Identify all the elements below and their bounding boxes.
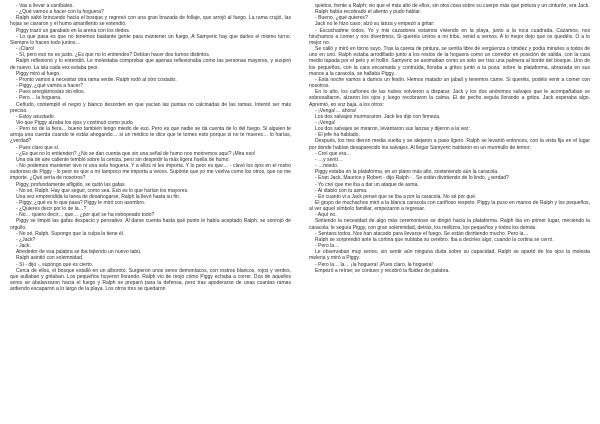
paragraph: Piggy, profundamente afligido, se quitó las gafas. — [16, 181, 126, 188]
paragraph: Le observaban muy serios, sin sentir aún ninguna duda sobre su capacidad. Ralph se apartó de los ojos la molesta melena y miró a Piggy. — [309, 249, 590, 262]
paragraph: - ¿Jack? — [16, 236, 36, 243]
paragraph: - Sentaos todos. Nos han atacado para llevarse el fuego. Se están divirtiendo mucho. Pero la… — [315, 230, 529, 237]
paragraph: Se calló y miró en torno suyo. Tras la careta de pintura, se sentía libre de vergüenza o timidez y podía mirarles a todos de uno en uno. Ralph estaba arrodillado junto a los restos de la hoguera como un corredor en posición de salida, con la cara medio tapada por el pelo y el hollín. Samyeric se asomaban como un solo ser tras una palmera al borde del bosque. Uno de los pequeños, con la cara encarnada y contraída, lloraba a gritos junto a la poza; sobre la plataforma, abrazada en sus manos a la caracola, se hallaba Piggy. — [309, 46, 590, 77]
right-text-column — [309, 3, 590, 424]
left-text-column — [10, 3, 291, 424]
paragraph: El grupo de muchachos miró a la blanca caracola con cariñoso respeto. Piggy la puso en manos de Ralph y los pequeños, al ver aquel símbolo familiar, empezaron a regresar. — [309, 200, 590, 213]
paragraph: - Piggy, ¿qué vamos a hacer? — [16, 83, 83, 90]
paragraph: Ralph reflexionó y lo entendió. Le molestaba comprobar que apenas reflexionaba como las personas mayores, y suspiró de nuevo. La isla cada vez estaba peor. — [10, 58, 291, 71]
paragraph: Los dos salvajes se miraron, levantaron sus lanzas y dijeron a la vez: — [315, 126, 470, 133]
paragraph: - Creí que era… — [315, 150, 352, 157]
paragraph: Vio que Piggy alzaba los ojos y continuó como pudo. — [16, 119, 135, 126]
paragraph: Jack no le hizo caso; alzó su lanza y empezó a gritar: — [315, 21, 435, 28]
paragraph: quietos, frente a Ralph; vio que el más alto de ellos, sin otra cosa sobre su cuerpo más que pintura y un cinturón, era Jack. — [315, 3, 590, 9]
paragraph: Los dos salvajes murmuraron. Jack les dijo con firmeza. — [315, 113, 441, 120]
paragraph: Piggy trazó un garabato en la arena con los dedos. — [16, 27, 131, 34]
paragraph: - No sé, Ralph. Supongo que la culpa la tiene él. — [16, 230, 125, 237]
paragraph: Ralph se sorprendió ante la cortina que nublaba su cerebro. Iba a decirles algo, cuando la cortina se cerró. — [315, 236, 554, 243]
paragraph: - Pues arreglárnoslas sin ellos. — [16, 89, 86, 96]
paragraph: - El jefe ha hablado. — [315, 132, 360, 139]
paragraph: - No… quiero decir… que… ¿por qué se ha estropeado todo? — [16, 212, 155, 219]
paragraph: - ¿Quieres decir por lo de la…? — [16, 206, 87, 213]
paragraph: - …y sentí… — [315, 156, 344, 163]
paragraph: Piggy miró al fuego. — [16, 70, 61, 77]
paragraph: Piggy estaba en la plataforma, en un plano más alto, sosteniendo aún la caracola. — [315, 169, 499, 176]
paragraph: - Pues claro que sí. — [16, 144, 60, 151]
paragraph: Después, los tres dieron media vuelta y se alejaron a paso ligero. Ralph se levantó entonces, con la vista fija en el lugar por donde habían desaparecido los salvajes. Al llegar Samyeric hablaron en un murmullo de temor: — [309, 138, 590, 151]
paragraph: - Eran Jack, Maurice y Robert - dijo Ralph - . Se están divirtiendo de lo lindo, ¿verdad? — [315, 175, 509, 182]
paragraph: - No podemos mantener vivo ni una sola hoguera. Y a ellos ni les importa. Y lo peor es que… - clavó los ojos en el rostro sudoroso de Piggy - lo peor es que a mí tampoco me importa a veces. Supónte que yo me vuelva como los otros, que no me importe. ¿Qué sería de nosotros? — [10, 163, 291, 182]
paragraph: - Jack. — [16, 243, 31, 250]
paragraph: - Sí, pero eso no es justo. ¿Es que no lo entiendes? Debían hacer dos turnos distintos. — [16, 52, 211, 59]
paragraph: - Yo creí que me iba a dar un ataque de asma. — [315, 181, 419, 188]
paragraph: Una vez emprendida la tarea de desahogarse, Ralph la llevó hasta su fin. — [16, 193, 181, 200]
paragraph: - Al diablo con tu asma. — [315, 187, 368, 194]
paragraph: Sintiendo la necesidad de algo más ceremonioso se dirigió hacia la plataforma. Ralph iba en primer lugar, meciendo la caracola; le seguía Piggy, con gran solemnidad, detrás, los mellizos, los pequeños y todos los demás. — [309, 218, 590, 231]
paragraph: - Pero… la hoguera. — [16, 95, 62, 102]
paragraph: Ralph asintió con solemnidad. — [16, 255, 84, 262]
paragraph: - Escuchadme todos. Yo y mis cazadores estamos viviendo en la playa, junto a la roca cuadrada. Cazamos, nos hinchamos a comer y nos divertimos. Si queréis uniros a mi tribu, venid a vernos. A lo mejor dejo que os quedéis. O a lo mejor no. — [309, 27, 590, 46]
paragraph: Piggy se limpió las gafas despacio y pensativo. Al darse cuenta hasta qué punto le había aceptado Ralph, se sonrojó de orgullo. — [10, 218, 291, 231]
paragraph: Empezó a reírse; se contuvo y recobró la fluidez de palabra. — [315, 267, 450, 274]
paragraph: - ¡Claro! — [16, 46, 35, 53]
paragraph: - No sé, Ralph. Hay que seguir, como sea. Eso es lo que harían los mayores. — [16, 187, 189, 194]
paragraph: - Piggy, ¿qué es lo que pasa? Piggy le miró con asombro. — [16, 200, 146, 206]
paragraph: - Estoy asustado. — [16, 113, 55, 120]
paragraph: Una ola de aire caliente tembló sobre la ceniza, pero sin despedir la más ligera huella de humo. — [16, 156, 230, 163]
paragraph: - Bueno, ¿qué quieres? — [315, 15, 368, 22]
paragraph: - …miedo. — [315, 163, 339, 170]
paragraph: - ¿Es que no lo entienden? ¿No se dan cuenta que sin una señal de humo nos moriremos aquí? ¡Mira eso! — [16, 150, 256, 157]
paragraph: Alrededor de esa palabra se iba tejiendo un nuevo tabú. — [16, 249, 142, 256]
paragraph: - En cuanto vi a Jack pensé que se iba a por la caracola. No sé por qué. — [315, 193, 477, 200]
paragraph: Cerca de ellos, el bosque estalló en un alboroto. Surgieron unos seres demoníacos, con rostros blancos, rojos y verdes, que aullaban y gritaban. Los pequeños huyeron llorando. Ralph vio de reojo cómo Piggy echaba a correr. Dos de aquellos seres se abalanzaron hacia el fuego y Ralph se preparó para la defensa, pero tras apoderarse de unas cuantas ramas ardiendo escaparon a lo largo de la playa. Los otros tres se quedaron — [10, 267, 291, 293]
paragraph: Ceñudo, contempló el negro y blanco desorden en que yacían las puntas no calcinadas de las ramas. Intentó ser más preciso. — [10, 101, 291, 114]
paragraph: Ralph saltó brincando hacia el bosque y regresó con una gran brazada de follaje, que arrojó al fuego. La rama crujió, las hojas se ciararon y el humo amarillento se extendió. — [10, 15, 291, 28]
paragraph: Ralph había recobrado el aliento y pudo hablar. — [315, 9, 422, 16]
paragraph: - Aquí no. — [315, 212, 337, 219]
paragraph: - Vas a llevar a caníbales. — [16, 3, 74, 9]
paragraph: - Pero la… la… ¡la hoguera! ¡Pues claro, la hoguera! — [315, 261, 433, 268]
paragraph: - Sí - dijo -, supongo que es cierto. — [16, 261, 94, 268]
paragraph: - Lo que pasa es que no tenemos bastante gente para mantener un fuego. A Samyeric hay que darles el mismo turno. Siempre lo hacen todo juntos… — [10, 33, 291, 46]
paragraph: - ¡Venga!… ahora! — [315, 107, 357, 114]
paragraph: - ¿Qué vamos a hacer con la hoguera? — [16, 9, 104, 16]
paragraph: - Pronto vamos a necesitar otra rama verde. Ralph rodó al otro costado. — [16, 76, 177, 83]
paragraph: En lo alto, los cañones de las nubes volvieron a disparar. Jack y los dos anónimos salvajes que le acompañaban se sobresaltaron, alzaron los ojos y luego recobraron la calma. El de pecho seguía llorando a gritos. Jack esperaba algo. Apremió, en voz baja, a los otros: — [309, 89, 590, 108]
paragraph: - Pero la… — [315, 243, 340, 250]
paragraph: - Pero no de la fiera… bueno también tengo miedo de eso. Pero es que nadie se da cuenta de lo del fuego. Si alguien te arroja una cuerda cuando te estás ahogando… si un médico te dice que te tomes esto porque si no te mueres… lo harías, ¿verdad? — [10, 126, 291, 145]
paragraph: - ¡Venga! — [315, 119, 336, 126]
paragraph: - Esta noche vamos a darnos un festín. Hemos matado un jabalí y tenemos carne. Si queréis, podéis venir a comer con nosotros. — [309, 76, 590, 90]
